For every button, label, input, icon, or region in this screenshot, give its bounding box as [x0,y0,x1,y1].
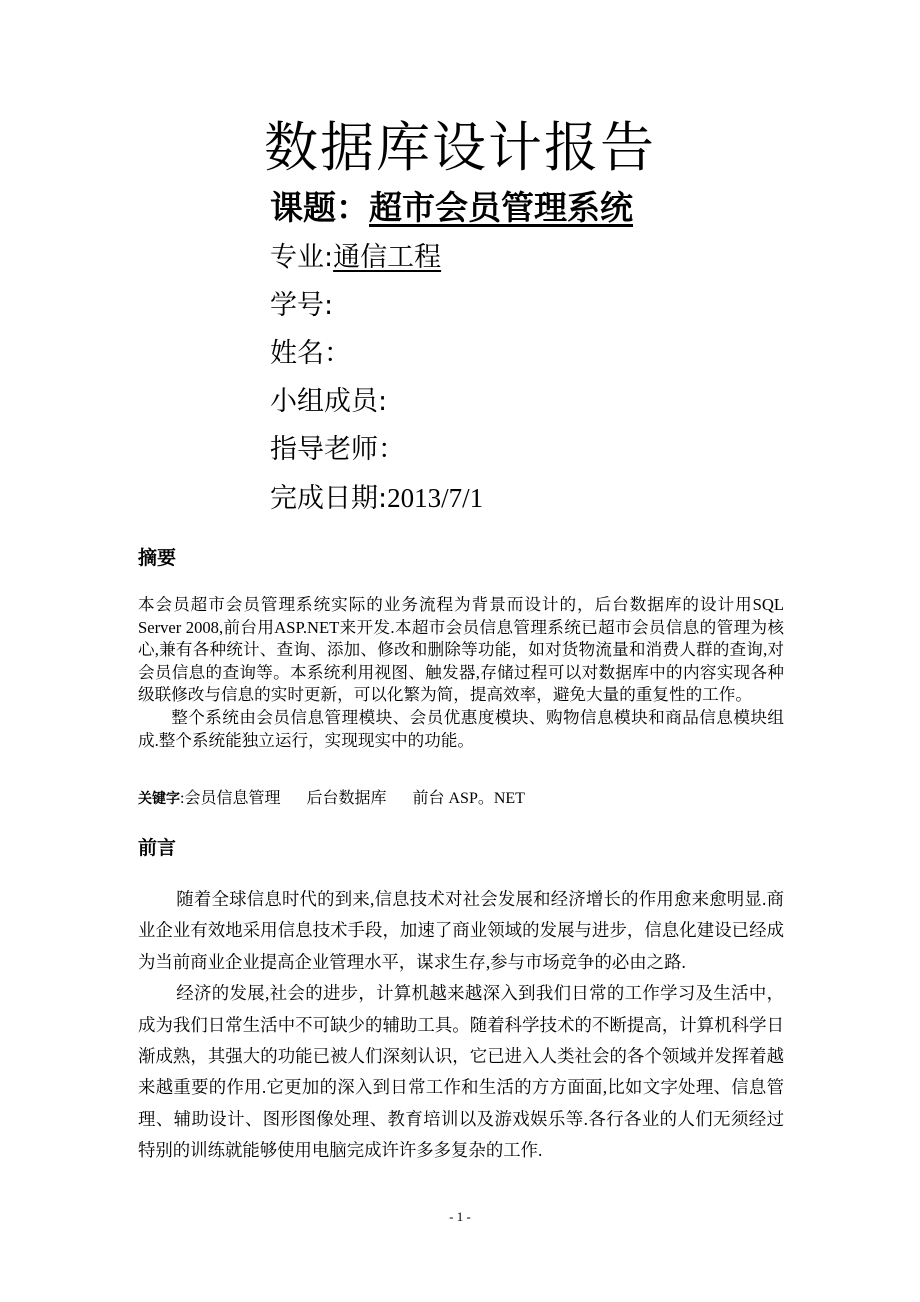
keyword: 会员信息管理 [184,790,281,807]
keyword: 后台数据库 [306,790,387,807]
info-major [270,238,441,278]
info-completion-date [270,478,483,519]
info-advisor [270,430,405,470]
info-label: 完成日期: [270,483,388,514]
keywords-line [138,788,525,810]
info-label: 专业: [270,242,334,273]
info-team-members [270,382,387,422]
info-label: 姓名： [270,338,351,369]
info-value: 2013/7/1 [387,483,484,513]
abstract-heading: 摘要 [138,547,177,569]
info-label: 小组成员: [270,386,388,417]
keywords-label: 关键字 [138,791,180,807]
info-student-id [270,286,333,326]
keywords-separator: : [180,790,185,807]
info-value: 通信工程 [333,242,442,273]
info-name [270,334,351,374]
abstract-paragraph: 整个系统由会员信息管理模块、会员优惠度模块、购物信息模块和商品信息模块组成.整个系统能独立运行，实现现实中的功能。 [138,707,784,750]
info-label: 学号: [270,290,334,321]
topic-value: 超市会员管理系统 [369,188,633,227]
preface-paragraph: 随着全球信息时代的到来,信息技术对社会发展和经济增长的作用愈来愈明显.商业企业有效地采用信息技术手段，加速了商业领域的发展与进步，信息化建设已经成为当前商业企业提高企业管理水平，谋求生存,参与市场竞争的必由之路. [138,889,784,972]
topic-label: 课题： [270,188,369,227]
abstract-body [138,594,784,752]
preface-paragraph: 经济的发展,社会的进步，计算机越来越深入到我们日常的工作学习及生活中，成为我们日常生活中不可缺少的辅助工具。随着科学技术的不断提高，计算机科学日渐成熟，其强大的功能已被人们深刻认识，它已进入人类社会的各个领域并发挥着越来越重要的作用.它更加的深入到日常工作和生活的方方面面,比如文字处理、信息管理、辅助设计、图形图像处理、教育培训以及游戏娱乐等.各行各业的人们无须经过特别的训练就能够使用电脑完成许许多多复杂的工作. [138,983,784,1161]
keyword: 前台 ASP。NET [412,790,525,807]
preface-heading: 前言 [138,837,177,859]
page-number: - 1 - [449,1209,471,1224]
topic-line [270,184,633,232]
info-label: 指导老师： [270,434,405,465]
abstract-paragraph: 本会员超市会员管理系统实际的业务流程为背景而设计的，后台数据库的设计用SQL Server 2008,前台用ASP.NET来开发.本超市会员信息管理系统已超市会员信息的管理为核心,兼有各种统计、查询、添加、修改和删除等功能，如对货物流量和消费人群的查询,对会员信息的查询等。本系统利用视图、触发器,存储过程可以对数据库中的内容实现各种级联修改与信息的实时更新，可以化繁为简，提高效率，避免大量的重复性的工作。 [138,595,784,705]
report-title: 数据库设计报告 [264,116,656,179]
preface-body [138,884,784,1167]
